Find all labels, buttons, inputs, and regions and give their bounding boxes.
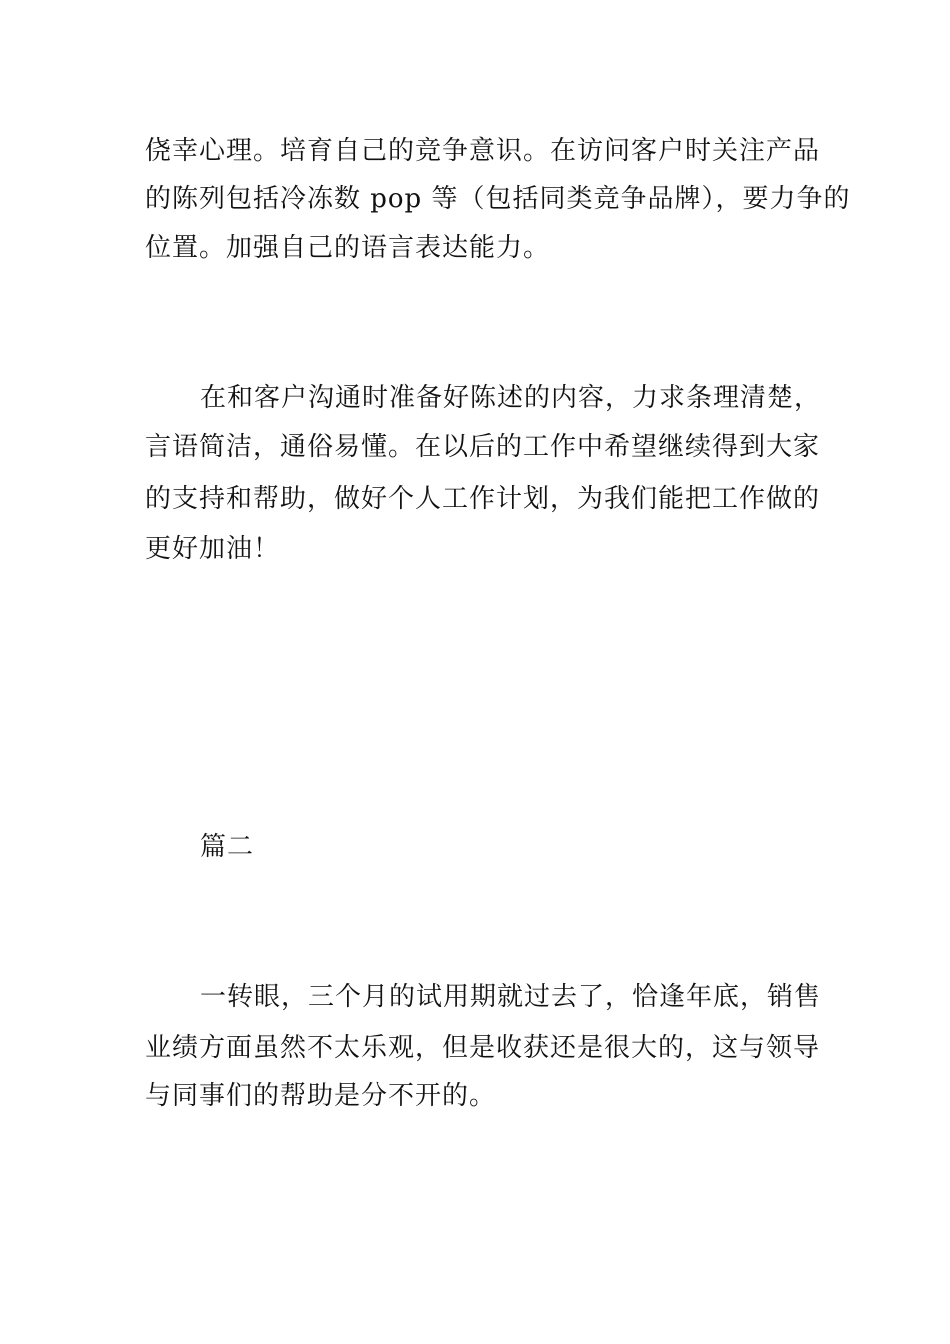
paragraph-3-line-2: 业绩方面虽然不太乐观，但是收获还是很大的，这与领导 — [145, 1033, 821, 1063]
paragraph-2-line-2: 言语简洁，通俗易懂。在以后的工作中希望继续得到大家 — [145, 432, 821, 462]
paragraph-2-line-1: 在和客户沟通时准备好陈述的内容，力求条理清楚， — [200, 383, 822, 413]
paragraph-3-line-3: 与同事们的帮助是分不开的。 — [145, 1081, 497, 1111]
paragraph-1-line-2: 的陈列包括冷冻数 pop 等（包括同类竞争品牌），要力争的 — [145, 184, 851, 214]
paragraph-2-line-4: 更好加油！ — [145, 534, 281, 564]
section-heading: 篇二 — [200, 832, 255, 862]
paragraph-2-line-3: 的支持和帮助，做好个人工作计划，为我们能把工作做的 — [145, 484, 821, 514]
paragraph-1-line-3: 位置。加强自己的语言表达能力。 — [145, 233, 551, 263]
paragraph-1-line-1: 侥幸心理。培育自己的竞争意识。在访问客户时关注产品 — [145, 136, 821, 166]
paragraph-3-line-1: 一转眼，三个月的试用期就过去了，恰逢年底，销售 — [200, 982, 822, 1012]
